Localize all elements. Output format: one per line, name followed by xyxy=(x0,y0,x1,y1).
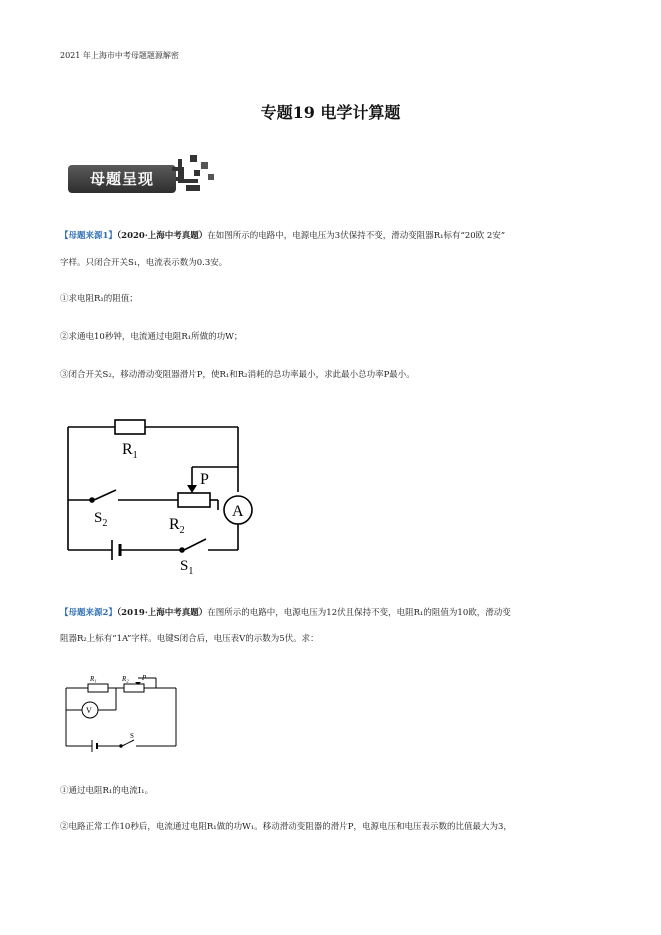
label-r2: R xyxy=(169,516,180,533)
label-s1-sub: 1 xyxy=(188,566,194,577)
problem2-line1: 在图所示的电路中，电源电压为12伏且保持不变，电阻R₁的阻值为10欧，滑动变 xyxy=(207,608,511,618)
switch-s2 xyxy=(94,490,116,500)
switch-s xyxy=(122,740,134,746)
svg-text:R2 xyxy=(169,516,185,536)
problem2-line2: 阻器R₂上标有“1A”字样。电键S闭合后，电压表V的示数为5伏。求： xyxy=(60,634,319,644)
problem1-q3: ③闭合开关S₂，移动滑动变阻器滑片P，使R₁和R₂消耗的总功率最小，求此最小总功率P最小。 xyxy=(60,370,415,380)
problem1-tag: 【母题来源1】 xyxy=(60,231,117,241)
problem2-q2: ②电路正常工作10秒后，电流通过电阻R₁做的功W₁。移动滑动变阻器的滑片P，电源电压和电压表示数的比值最大为3， xyxy=(60,822,512,832)
problem1-line2: 字样。只闭合开关S₁，电流表示数为0.3安。 xyxy=(60,258,228,268)
problem2-q1: ①通过电阻R₁的电流I₁。 xyxy=(60,786,154,796)
problem1-q2: ②求通电10秒钟，电流通过电阻R₁所做的功W； xyxy=(60,332,243,342)
svg-text:R1 xyxy=(122,441,138,461)
switch-s1 xyxy=(184,539,206,550)
label-r2-sub: 2 xyxy=(179,525,185,536)
section-banner xyxy=(68,155,220,200)
label-s1: S xyxy=(180,558,189,574)
banner-label: 母题呈现 xyxy=(68,165,176,193)
label-r1-sub: 1 xyxy=(132,450,138,461)
resistor-r2-small xyxy=(124,684,144,692)
page-title: 专题19 电学计算题 xyxy=(260,103,401,122)
circuit-diagram-1 xyxy=(60,410,280,580)
svg-text:S2 xyxy=(94,510,107,529)
label2-r1: R₁ xyxy=(90,675,97,683)
label-s2: S xyxy=(94,510,103,526)
circuit-diagram-2 xyxy=(60,670,190,755)
label-s2-sub: 2 xyxy=(102,518,108,529)
problem1-q1: ①求电阻R₁的阻值； xyxy=(60,294,138,304)
svg-text:S1 xyxy=(180,558,193,577)
label-p: P xyxy=(200,471,209,488)
label2-voltmeter: V xyxy=(86,706,92,715)
problem2-source: （2019·上海中考真题） xyxy=(116,608,208,618)
problem1-source: （2020·上海中考真题） xyxy=(116,231,208,241)
label-r1: R xyxy=(122,441,133,458)
resistor-r1-small xyxy=(88,684,108,692)
label-ammeter: A xyxy=(232,503,244,520)
problem1-intro xyxy=(60,229,610,243)
label2-switch: S xyxy=(130,732,134,740)
slider-arrow-icon xyxy=(187,485,197,493)
header-note: 2021 年上海市中考母题题源解密 xyxy=(60,51,179,60)
banner-decoration-icon xyxy=(68,155,220,200)
label2-r2: R₂ xyxy=(122,675,129,683)
resistor-r1 xyxy=(115,420,145,434)
resistor-r2 xyxy=(178,493,210,507)
problem2-intro xyxy=(60,606,610,620)
problem1-line1: 在如图所示的电路中，电源电压为3伏保持不变，滑动变阻器R₁标有“20欧 2安” xyxy=(207,231,506,241)
label2-p: P xyxy=(142,674,147,682)
problem2-tag: 【母题来源2】 xyxy=(60,608,117,618)
